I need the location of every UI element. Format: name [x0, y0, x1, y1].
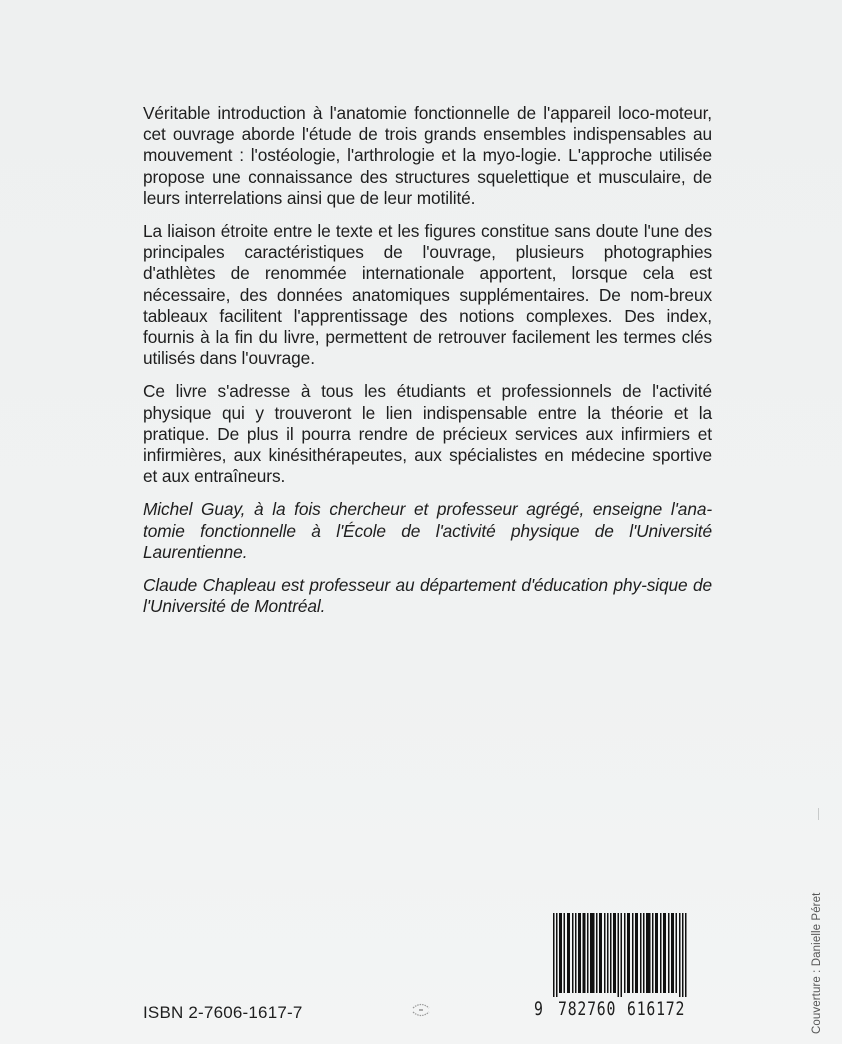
isbn-label: ISBN 2-7606-1617-7: [143, 1003, 303, 1022]
description-paragraph-2: La liaison étroite entre le texte et les figures constitue sans doute l'une des principales caractéristiques de l'ouvrage, plusieurs photographies d'athlètes de renommée internationale apportent, lorsque cela est nécessaire, des données anatomiques supplémentaires. De nom-breux tableaux facilitent l'apprentissage des notions complexes. Des index, fournis à la fin du livre, permettent de retrouver facilement les termes clés utilisés dans l'ouvrage.: [143, 221, 712, 369]
trim-mark: [818, 808, 819, 820]
isbn-barcode: [553, 913, 687, 997]
description-paragraph-1: Véritable introduction à l'anatomie fonctionnelle de l'appareil loco-moteur, cet ouvrage aborde l'étude de trois grands ensembles indispensables au mouvement : l'ostéologie, l'arthrologie et la myo-logie. L'approche utilisée propose une connaissance des structures squelettique et musculaire, de leurs interrelations ainsi que de leur motilité.: [143, 103, 712, 208]
author-bio-michel-guay: Michel Guay, à la fois chercheur et professeur agrégé, enseigne l'ana-tomie fonctionnelle à l'École de l'activité physique de l'Université Laurentienne.: [143, 499, 712, 562]
barcode-digits-left: 782760: [558, 998, 617, 1020]
description-paragraph-3: Ce livre s'adresse à tous les étudiants et professionnels de l'activité physique qui y trouveront le lien indispensable entre la théorie et la pratique. De plus il pourra rendre de précieux services aux infirmiers et infirmières, aux kinésithérapeutes, aux spécialistes en médecine sportive et aux entraîneurs.: [143, 381, 712, 487]
author-bio-claude-chapleau: Claude Chapleau est professeur au département d'éducation phy-sique de l'Université de Montréal.: [143, 575, 712, 617]
barcode-digits-right: 616172: [627, 998, 686, 1020]
cover-credit: Couverture : Danielle Péret: [811, 892, 823, 1034]
barcode-digit-prefix: 9: [534, 998, 544, 1020]
description-block: [143, 103, 712, 629]
printed-in-canada-stamp-icon: [411, 1001, 431, 1019]
